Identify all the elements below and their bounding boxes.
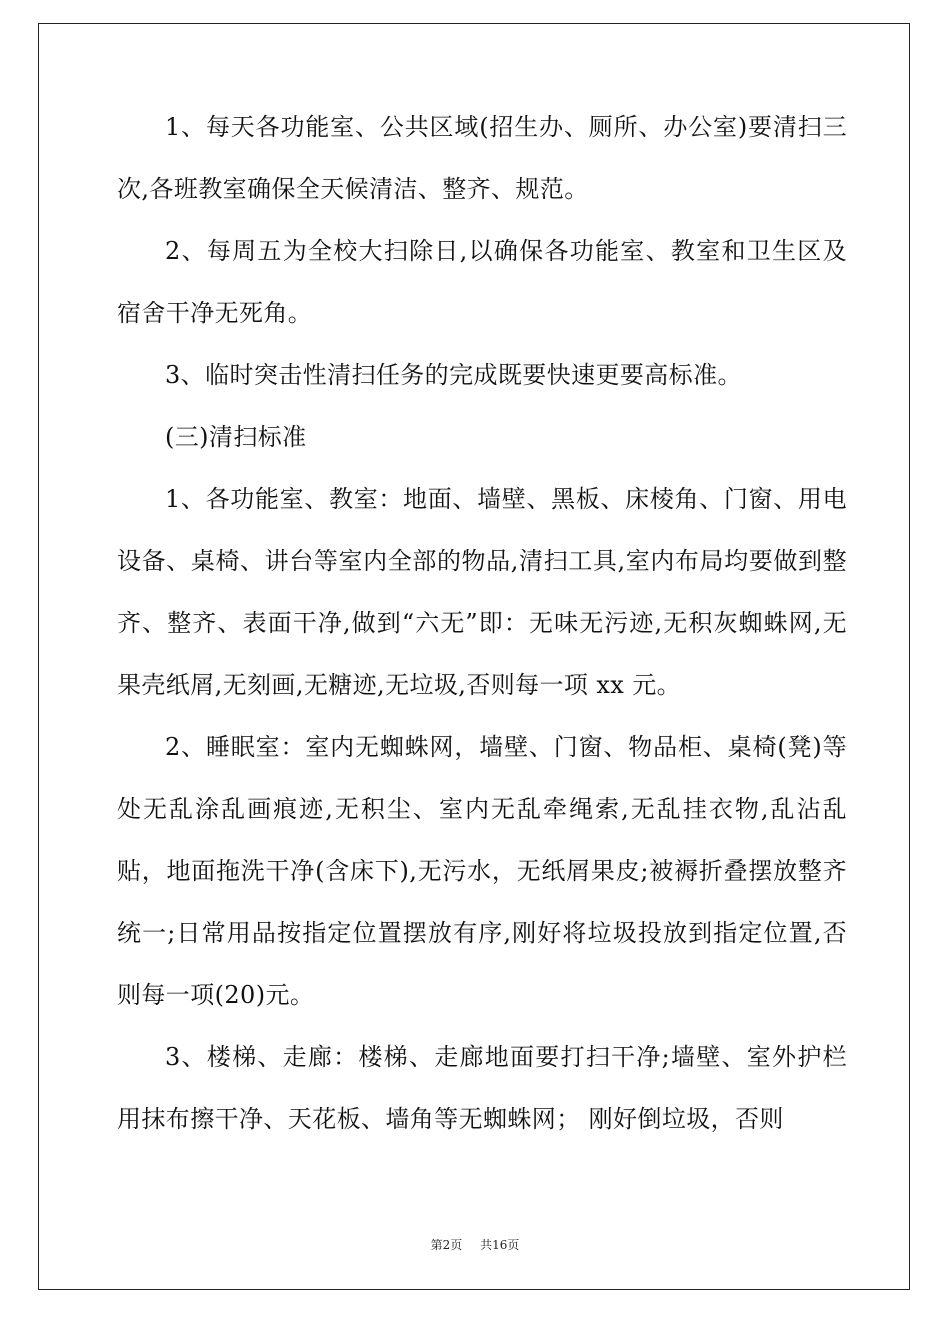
paragraph-5: 2、睡眠室：室内无蜘蛛网，墙壁、门窗、物品柜、桌椅(凳)等处无乱涂乱画痕迹,无积尘、室内无乱牵绳索,无乱挂衣物,乱沾乱贴，地面拖洗干净(含床下),无污水，无纸屑果皮;被褥折叠摆放整齐统一;日常用品按指定位置摆放有序,刚好将垃圾投放到指定位置,否则每一项(20)元。 — [117, 733, 847, 1009]
paragraph-6: 3、楼梯、走廊：楼梯、走廊地面要打扫干净;墙壁、室外护栏用抹布擦干净、天花板、墙角等无蜘蛛网； 刚好倒垃圾，否则 — [117, 1043, 847, 1133]
page-number: 第2页 — [430, 1238, 463, 1252]
paragraph-1: 1、每天各功能室、公共区域(招生办、厕所、办公室)要清扫三次,各班教室确保全天候清洁、整齐、规范。 — [117, 113, 847, 203]
paragraph-4: 1、各功能室、教室：地面、墙壁、黑板、床棱角、门窗、用电设备、桌椅、讲台等室内全部的物品,清扫工具,室内布局均要做到整齐、整齐、表面干净,做到“六无”即：无味无污迹,无积灰蜘蛛网,无果壳纸屑,无刻画,无糖迹,无垃圾,否则每一项 xx 元。 — [117, 485, 847, 699]
page-total: 共16页 — [480, 1238, 520, 1252]
paragraph-3: 3、临时突击性清扫任务的完成既要快速更要高标准。 — [165, 361, 742, 389]
paragraph-2: 2、每周五为全校大扫除日,以确保各功能室、教室和卫生区及宿舍干净无死角。 — [117, 237, 847, 327]
page-footer — [0, 1236, 950, 1253]
section-heading: (三)清扫标准 — [165, 423, 307, 451]
document-body — [117, 96, 847, 1150]
